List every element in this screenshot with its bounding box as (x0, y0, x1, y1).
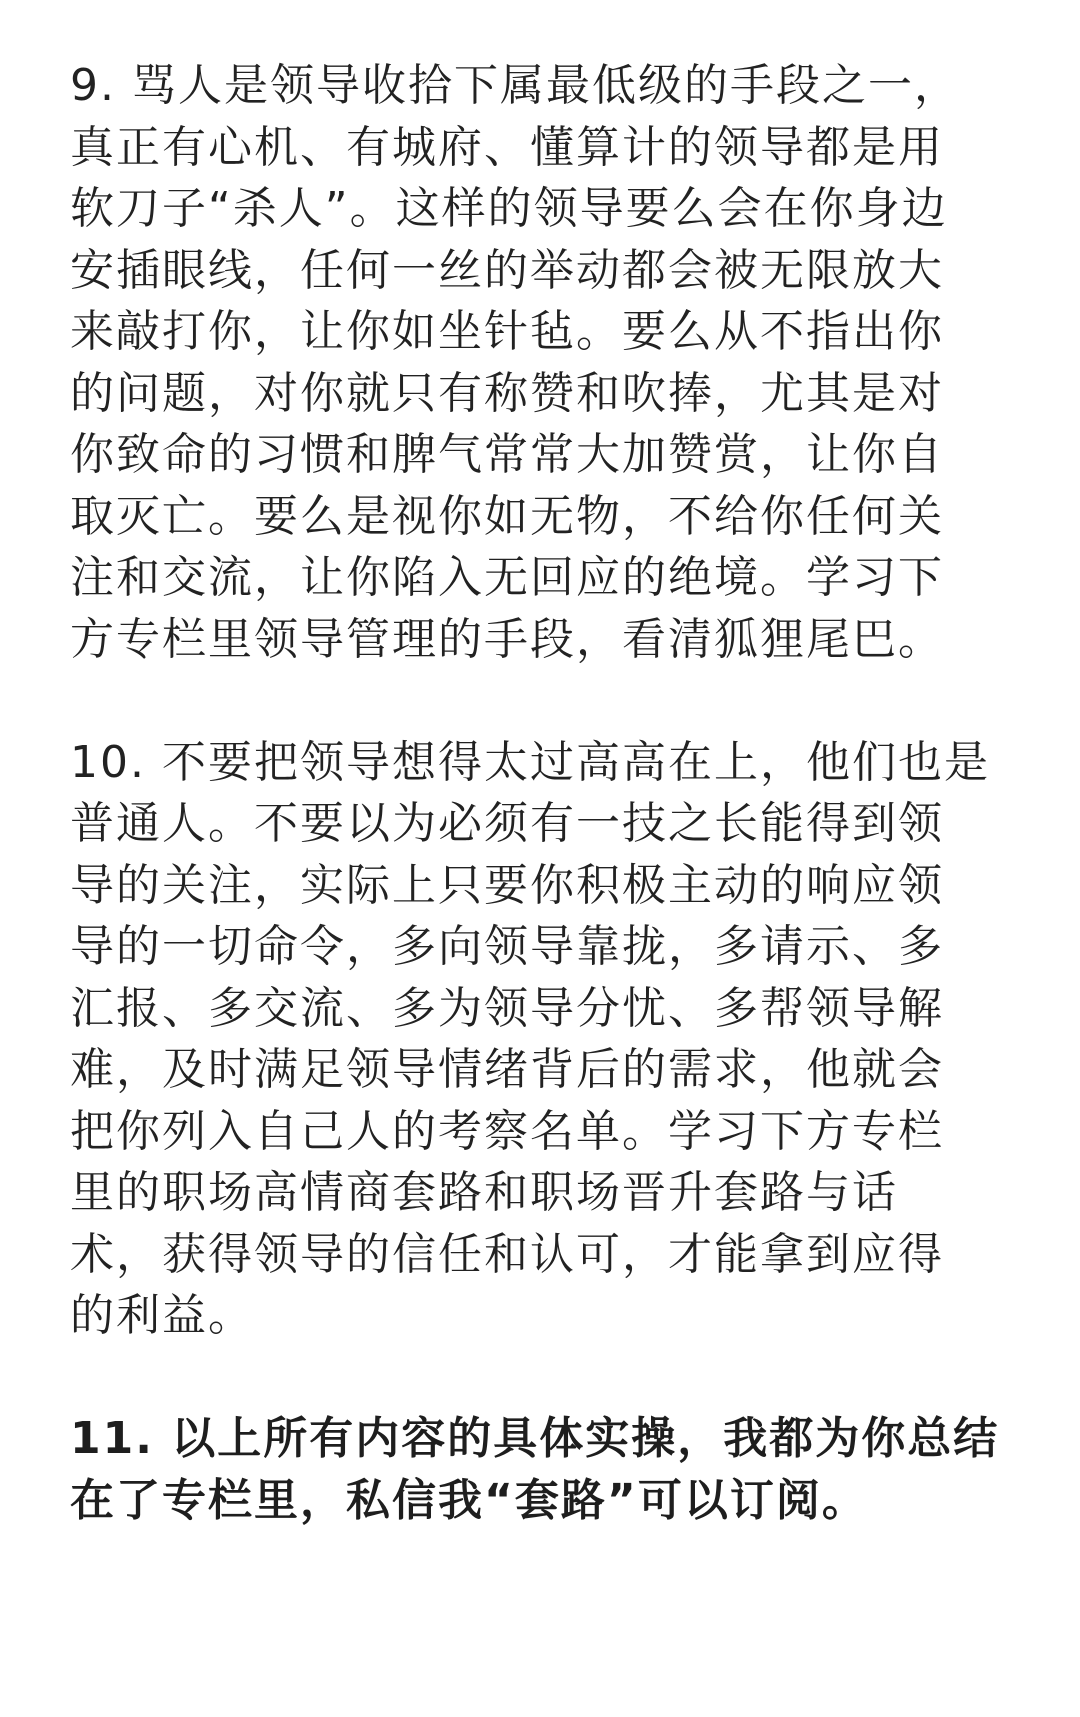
text-line: 导的关注，实际上只要你积极主动的响应领 (70, 859, 944, 911)
text-line: 里的职场高情商套路和职场晋升套路与话 (70, 1167, 898, 1218)
text-line: 11. 以上所有内容的具体实操，我都为你总结 (70, 1413, 1000, 1464)
paragraph-10 (70, 732, 1020, 1347)
text-line: 的利益。 (70, 1290, 254, 1341)
paragraph-9 (70, 55, 1020, 670)
text-line: 术，获得领导的信任和认可，才能拿到应得 (70, 1228, 944, 1280)
text-line: 9. 骂人是领导收拾下属最低级的手段之一， (70, 60, 960, 111)
text-line: 导的一切命令，多向领导靠拢，多请示、多 (70, 921, 944, 972)
text-line: 汇报、多交流、多为领导分忧、多帮领导解 (70, 982, 944, 1034)
text-line: 来敲打你，让你如坐针毡。要么从不指出你 (70, 306, 944, 357)
text-line: 你致命的习惯和脾气常常大加赞赏，让你自 (70, 429, 944, 480)
text-line: 注和交流，让你陷入无回应的绝境。学习下 (70, 552, 944, 603)
paragraph-11 (70, 1408, 1020, 1531)
text-line: 10. 不要把领导想得太过高高在上，他们也是 (70, 736, 990, 788)
text-line: 把你列入自己人的考察名单。学习下方专栏 (70, 1105, 944, 1157)
text-line: 取灭亡。要么是视你如无物，不给你任何关 (70, 490, 944, 542)
text-line: 方专栏里领导管理的手段，看清狐狸尾巴。 (70, 613, 944, 665)
text-line: 在了专栏里，私信我“套路”可以订阅。 (70, 1474, 868, 1526)
text-line: 真正有心机、有城府、懂算计的领导都是用 (70, 121, 944, 173)
text-line: 的问题，对你就只有称赞和吹捧，尤其是对 (70, 367, 944, 419)
text-line: 安插眼线，任何一丝的举动都会被无限放大 (70, 244, 944, 296)
article-body (70, 55, 1020, 1531)
text-line: 难，及时满足领导情绪背后的需求，他就会 (70, 1044, 944, 1095)
text-line: 普通人。不要以为必须有一技之长能得到领 (70, 798, 944, 849)
text-line: 软刀子“杀人”。这样的领导要么会在你身边 (70, 183, 948, 234)
